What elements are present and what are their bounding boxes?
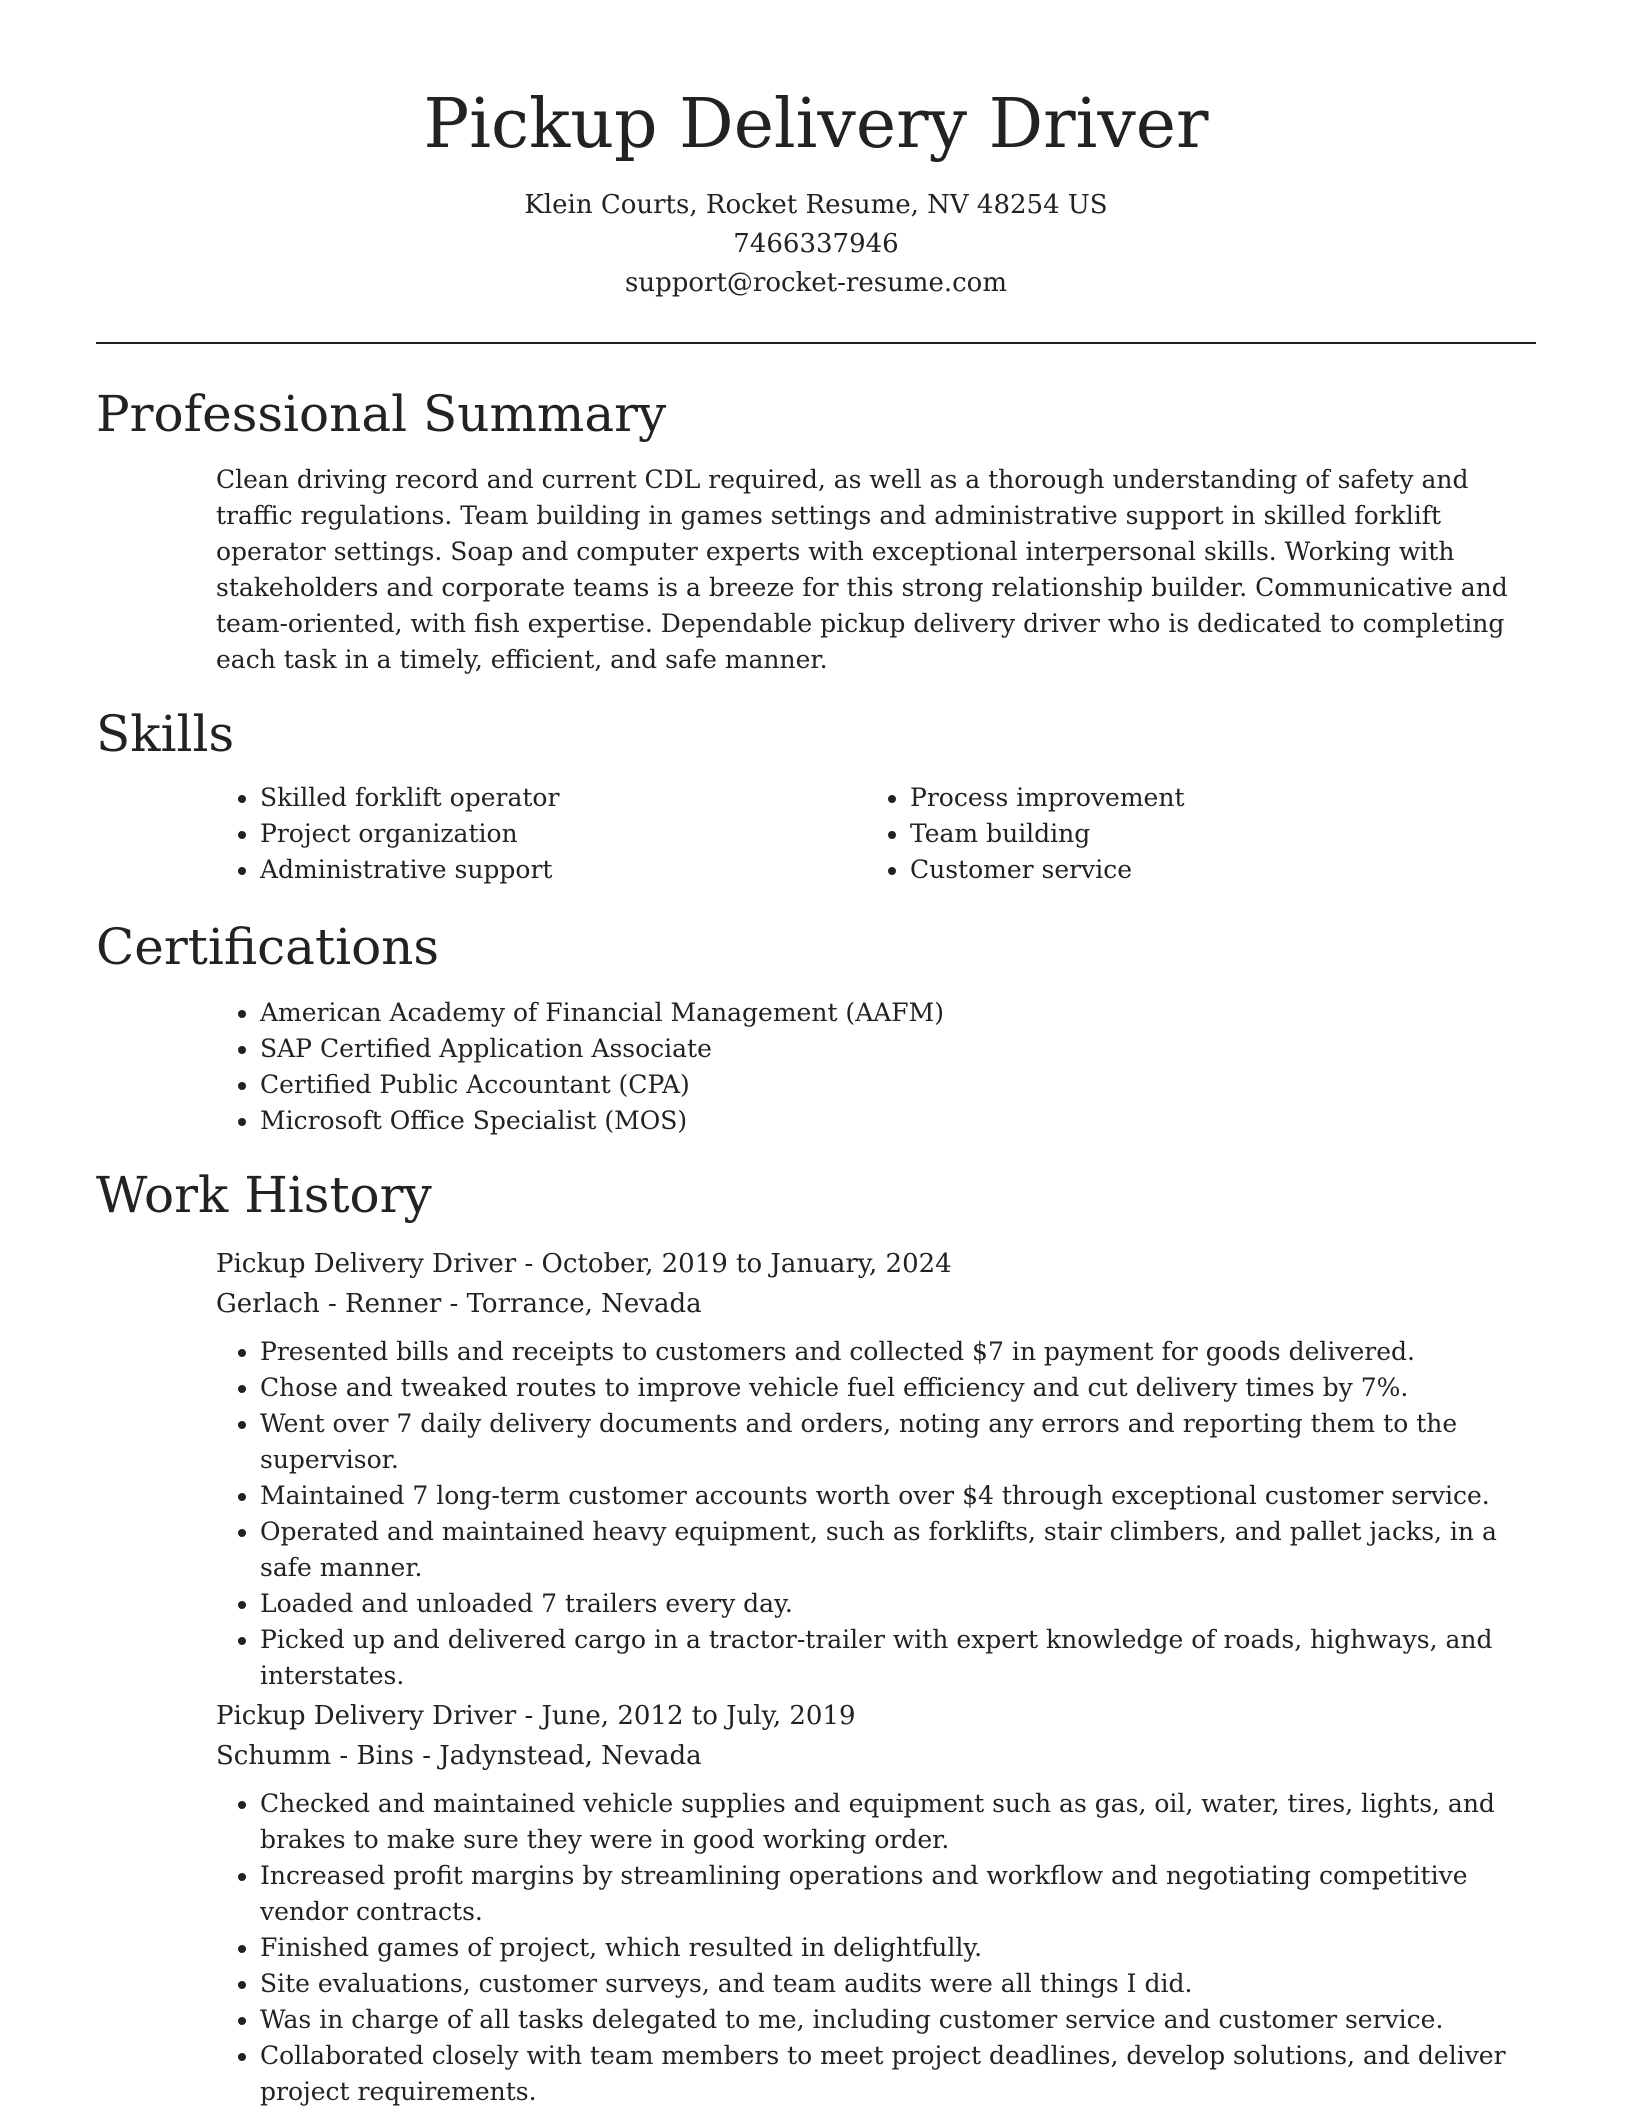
- job-duties-list: [216, 1334, 1546, 1694]
- certifications-block: [216, 995, 1536, 1139]
- job-duty-item: • Site evaluations, customer surveys, and team audits were all things I did.: [260, 1966, 1546, 2002]
- job-duty-item: • Operated and maintained heavy equipment, such as forklifts, stair climbers, and pallet jacks, in a safe manner.: [260, 1514, 1546, 1586]
- resume-header: [96, 80, 1536, 303]
- skills-list-right: [866, 780, 1506, 888]
- job-duty-item: • Maintained 7 long-term customer accounts worth over $4 through exceptional customer service.: [260, 1478, 1546, 1514]
- skill-item: • Skilled forklift operator: [260, 780, 816, 816]
- contact-phone: 7466337946: [733, 229, 899, 259]
- job-title-line: Pickup Delivery Driver - June, 2012 to July, 2019: [216, 1701, 856, 1731]
- certification-item: • Certified Public Accountant (CPA): [260, 1067, 1536, 1103]
- job-company-line: Gerlach - Renner - Torrance, Nevada: [216, 1289, 702, 1319]
- job-duty-item: • Chose and tweaked routes to improve vehicle fuel efficiency and cut delivery times by 7%.: [260, 1370, 1546, 1406]
- certifications-heading: Certifications: [96, 918, 440, 976]
- job-entry: [216, 1696, 1546, 2110]
- job-duty-item: • Increased profit margins by streamlining operations and workflow and negotiating competitive vendor contracts.: [260, 1858, 1546, 1930]
- certification-item: • American Academy of Financial Management (AAFM): [260, 995, 1536, 1031]
- job-duty-item: • Went over 7 daily delivery documents and orders, noting any errors and reporting them to the supervisor.: [260, 1406, 1546, 1478]
- summary-text: Clean driving record and current CDL required, as well as a thorough understanding of safety and traffic regulations. Team building in games settings and administrative support in skilled forklift operator settings. Soap and computer experts with exceptional interpersonal skills. Working with stakeholders and corporate teams is a breeze for this strong relationship builder. Communicative and team-oriented, with fish expertise. Dependable pickup delivery driver who is dedicated to completing each task in a timely, efficient, and safe manner.: [216, 465, 1508, 674]
- skill-item: • Administrative support: [260, 852, 816, 888]
- job-title-line: Pickup Delivery Driver - October, 2019 to January, 2024: [216, 1249, 952, 1279]
- job-duty-item: • Checked and maintained vehicle supplies and equipment such as gas, oil, water, tires, lights, and brakes to make sure they were in good working order.: [260, 1786, 1546, 1858]
- job-duty-item: • Collaborated closely with team members to meet project deadlines, develop solutions, and deliver project requirements.: [260, 2038, 1546, 2110]
- contact-email: support@rocket-resume.com: [624, 268, 1007, 298]
- skill-item: • Project organization: [260, 816, 816, 852]
- skills-heading: Skills: [96, 705, 235, 763]
- skills-column-right: [866, 780, 1506, 888]
- certifications-list: [216, 995, 1536, 1139]
- job-company-line: Schumm - Bins - Jadynstead, Nevada: [216, 1741, 702, 1771]
- skill-item: • Process improvement: [910, 780, 1506, 816]
- job-duty-item: • Loaded and unloaded 7 trailers every day.: [260, 1586, 1546, 1622]
- job-duty-item: • Finished games of project, which resulted in delightfully.: [260, 1930, 1546, 1966]
- job-duty-item: • Picked up and delivered cargo in a tractor-trailer with expert knowledge of roads, highways, and interstates.: [260, 1622, 1546, 1694]
- job-duty-item: • Presented bills and receipts to customers and collected $7 in payment for goods delivered.: [260, 1334, 1546, 1370]
- header-divider: [96, 342, 1536, 344]
- job-entry: [216, 1244, 1546, 1694]
- certification-item: • SAP Certified Application Associate: [260, 1031, 1536, 1067]
- skill-item: • Team building: [910, 816, 1506, 852]
- certification-item: • Microsoft Office Specialist (MOS): [260, 1103, 1536, 1139]
- job-duty-item: • Was in charge of all tasks delegated to me, including customer service and customer service.: [260, 2002, 1546, 2038]
- work-history-heading: Work History: [96, 1166, 432, 1224]
- candidate-name: Pickup Delivery Driver: [423, 85, 1209, 164]
- skills-list-left: [216, 780, 816, 888]
- job-duties-list: [216, 1786, 1546, 2110]
- summary-heading: Professional Summary: [96, 385, 667, 443]
- contact-address: Klein Courts, Rocket Resume, NV 48254 US: [524, 190, 1108, 220]
- skills-column-left: [216, 780, 816, 888]
- skill-item: • Customer service: [910, 852, 1506, 888]
